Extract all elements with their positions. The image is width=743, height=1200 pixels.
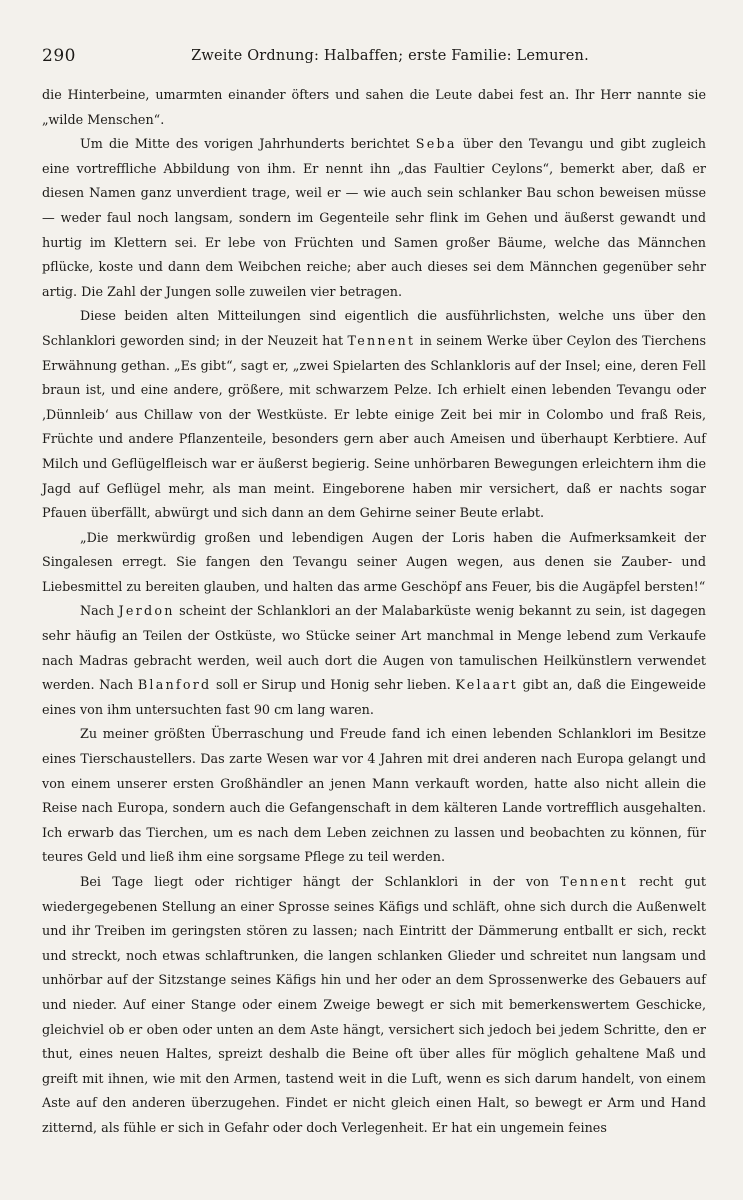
text-run: scheint der Schlanklori an der Malabarküste wenig bekannt zu sein, ist dagegen sehr häufig an Teilen der Ostküste, wo Stücke seiner Art manchmal in Menge lebend zum Verkaufe nach Madras gebracht werden, weil auch dort die Augen von tamulischen Heilkünstlern verwendet werden. Nach [42, 604, 706, 694]
paragraph [42, 871, 706, 1142]
page-number: 290 [42, 46, 76, 66]
page-header [0, 46, 743, 72]
spaced-name: Kelaart [455, 678, 518, 694]
paragraph [42, 600, 706, 723]
paragraph [42, 84, 706, 133]
text-run: Nach [80, 604, 119, 620]
paragraph [42, 527, 706, 601]
body-text [42, 84, 706, 1142]
spaced-name: Blanford [137, 678, 212, 694]
text-run: recht gut wiedergegebenen Stellung an einer Sprosse seines Käfigs und schläft, ohne sich durch die Außenwelt und ihr Treiben im geringsten stören zu lassen; nach Eintritt der Dämmerung entballt er sich, reckt und streckt, noch etwas schlaftrunken, die langen schlanken Glieder und schreitet nun langsam und unhörbar auf der Sitzstange seines Käfigs hin und her oder an dem Sprossenwerke des Gebauers auf und nieder. Auf einer Stange oder einem Zweige bewegt er sich mit bemerkenswertem Geschicke, gleichviel ob er oben oder unten an dem Aste hängt, versichert sich jedoch bei jedem Schritte, den er thut, eines neuen Haltes, spreizt deshalb die Beine oft über alles für möglich gehaltene Maß und greift mit ihnen, wie mit den Armen, tastend weit in die Luft, wenn es sich darum handelt, von einem Aste auf den anderen überzugehen. Findet er nicht gleich einen Halt, so bewegt er Arm und Hand zitternd, als fühle er sich in Gefahr oder doch Verlegenheit. Er hat ein ungemein feines [42, 875, 706, 1136]
text-run: Bei Tage liegt oder richtiger hängt der Schlanklori in der von [80, 875, 561, 890]
text-run: „Die merkwürdig großen und lebendigen Augen der Loris haben die Aufmerksamkeit der Singalesen erregt. Sie fangen den Tevangu seiner Augen wegen, aus denen sie Zauber- und Liebesmittel zu bereiten glauben, und halten das arme Geschöpf ans Feuer, bis die Augäpfel bersten!“ [42, 530, 706, 595]
paragraph [42, 305, 706, 526]
spaced-name: Tennent [347, 333, 416, 349]
running-head: Zweite Ordnung: Halbaffen; erste Familie: Lemuren. [191, 48, 589, 64]
paragraph [42, 133, 706, 305]
text-run: in seinem Werke über Ceylon des Tierchens Erwähnung gethan. „Es gibt“, sagt er, „zwei Spielarten des Schlankloris auf der Insel; eine, deren Fell braun ist, und eine andere, größere, mit schwarzem Pelze. Ich erhielt einen lebenden Tevangu oder ‚Dünnleib‘ aus Chillaw von der Westküste. Er lebte einige Zeit bei mir in Colombo und fraß Reis, Früchte und andere Pflanzenteile, besonders gern aber auch Ameisen und überhaupt Kerbtiere. Auf Milch und Geflügelfleisch war er äußerst begierig. Seine unhörbaren Bewegungen erleichtern ihm die Jagd auf Geflügel mehr, als man meint. Eingeborene haben mir versichert, daß er nachts sogar Pfauen überfällt, abwürgt und sich dann an dem Gehirne seiner Beute erlabt. [42, 333, 706, 522]
text-run: soll er Sirup und Honig sehr lieben. [211, 678, 456, 694]
text-run: Diese beiden alten Mitteilungen sind eigentlich die ausführlichsten, welche uns über den Schlanklori geworden sind; in der Neuzeit hat [42, 309, 706, 349]
spaced-name: Tennent [560, 875, 628, 890]
text-run: die Hinterbeine, umarmten einander öfters und sahen die Leute dabei fest an. Ihr Herr nannte sie „wilde Menschen“. [42, 88, 706, 128]
spaced-name: Jerdon [118, 604, 175, 620]
spaced-name: Seba [415, 137, 457, 153]
text-run: Um die Mitte des vorigen Jahrhunderts berichtet [80, 137, 416, 153]
text-run: Zu meiner größten Überraschung und Freude fand ich einen lebenden Schlanklori im Besitze eines Tierschaustellers. Das zarte Wesen war vor 4 Jahren mit drei anderen nach Europa gelangt und von einem unserer ersten Großhändler an jenen Mann verkauft worden, hatte also nicht allein die Reise nach Europa, sondern auch die Gefangenschaft in dem kälteren Lande vortrefflich ausgehalten. Ich erwarb das Tierchen, um es nach dem Leben zeichnen zu lassen und beobachten zu können, für teures Geld und ließ ihm eine sorgsame Pflege zu teil werden. [42, 727, 706, 866]
text-run: über den Tevangu und gibt zugleich eine vortreffliche Abbildung von ihm. Er nennt ihn „das Faultier Ceylons“, bemerkt aber, daß er diesen Namen ganz unverdient trage, weil er — wie auch sein schlanker Bau schon beweisen müsse — weder faul noch langsam, sondern im Gegenteile sehr flink im Gehen und äußerst gewandt und hurtig im Klettern sei. Er lebe von Früchten und Samen großer Bäume, welche das Männchen pflücke, koste und dann dem Weibchen reiche; aber auch dieses sei dem Männchen gegenüber sehr artig. Die Zahl der Jungen solle zuweilen vier betragen. [42, 137, 706, 300]
text-run: gibt an, daß die Eingeweide eines von ihm untersuchten fast 90 cm lang waren. [42, 678, 706, 718]
paragraph [42, 723, 706, 871]
